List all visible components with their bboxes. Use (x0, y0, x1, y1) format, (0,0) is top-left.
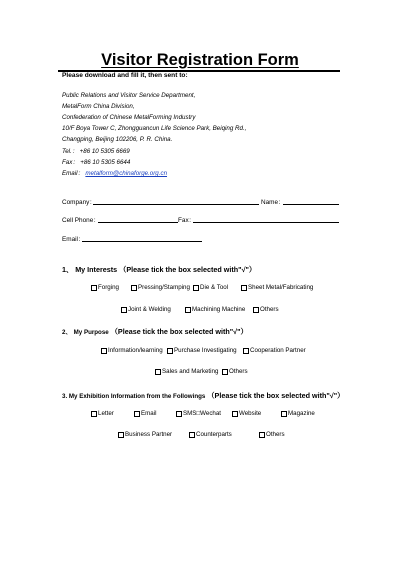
checkbox-icon (222, 369, 228, 375)
option-label: Purchase Investigating (174, 347, 237, 354)
checkbox-sms-wechat[interactable] (176, 410, 221, 417)
option-label: Magazine (288, 410, 315, 417)
address-email (62, 168, 167, 177)
checkbox-website[interactable] (232, 410, 261, 417)
cell-phone-field[interactable] (98, 222, 178, 223)
checkbox-information-learning[interactable] (101, 347, 163, 354)
email-link[interactable]: metalform@chinaforge.org.cn (85, 170, 168, 177)
section-label: My Purpose (73, 329, 109, 336)
checkbox-icon (118, 432, 124, 438)
checkbox-icon (176, 411, 182, 417)
checkbox-icon (91, 411, 97, 417)
fax-field[interactable] (193, 222, 339, 223)
address-line-1: Public Relations and Visitor Service Department, (62, 92, 196, 99)
checkbox-icon (185, 307, 191, 313)
checkbox-cooperation-partner[interactable] (243, 347, 306, 354)
address-email-label: Email： (62, 170, 84, 177)
checkbox-icon (101, 348, 107, 354)
checkbox-icon (193, 285, 199, 291)
checkbox-pressing-stamping[interactable] (131, 284, 190, 291)
section-purpose-heading (62, 327, 248, 337)
send-instructions: Please download and fill it, then sent to: (62, 72, 188, 79)
section-hint: （Please tick the box selected with"√"） (119, 265, 257, 274)
checkbox-icon (189, 432, 195, 438)
section-hint: （Please tick the box selected with"√"） (110, 327, 248, 336)
option-label: Information/learning (108, 347, 163, 354)
checkbox-forging[interactable] (91, 284, 119, 291)
option-label: Sheet Metal/Fabricating (248, 284, 314, 291)
section-number: 2、 (62, 329, 72, 336)
option-label: SMS□Wechat (183, 410, 222, 417)
option-label: Counterparts (196, 431, 232, 438)
checkbox-icon (131, 285, 137, 291)
section-label: My Interests (75, 265, 118, 274)
form-title: Visitor Registration Form (101, 51, 299, 69)
option-label: Sales and Marketing (162, 368, 219, 375)
checkbox-sales-marketing[interactable] (155, 368, 218, 375)
address-tel: Tel.： +86 10 5305 6669 (62, 148, 130, 155)
cell-phone-label: Cell Phone： (62, 217, 100, 224)
option-label: Business Partner (125, 431, 173, 438)
checkbox-icon (253, 307, 259, 313)
option-label: Die & Tool (200, 284, 229, 291)
checkbox-magazine[interactable] (281, 410, 315, 417)
section-number: 1、 (62, 265, 74, 274)
address-fax: Fax： +86 10 5305 6644 (62, 159, 131, 166)
fax-label: Fax： (178, 217, 196, 224)
checkbox-letter[interactable] (91, 410, 114, 417)
section-hint: （Please tick the box selected with"√"） (207, 391, 345, 400)
checkbox-icon (281, 411, 287, 417)
address-line-3: Confederation of Chinese MetalForming Industry (62, 114, 196, 121)
checkbox-joint-welding[interactable] (121, 306, 171, 313)
checkbox-icon (155, 369, 161, 375)
section-exhibition-heading (62, 391, 344, 401)
address-line-5: Changping, Beijing 102206, P. R. China. (62, 136, 173, 143)
checkbox-counterparts[interactable] (189, 431, 232, 438)
option-label: Website (239, 410, 262, 417)
address-line-4: 10/F Boya Tower C, Zhongguancun Life Science Park, Beiqing Rd., (62, 125, 247, 132)
checkbox-icon (91, 285, 97, 291)
company-field[interactable] (93, 204, 259, 205)
checkbox-icon (243, 348, 249, 354)
checkbox-business-partner[interactable] (118, 431, 172, 438)
section-label: 3. My Exhibition Information from the Followings (62, 393, 206, 400)
option-label: Letter (98, 410, 114, 417)
checkbox-icon (259, 432, 265, 438)
option-label: Pressing/Stamping (138, 284, 190, 291)
email-label: Email： (62, 236, 85, 243)
option-label: Email (141, 410, 157, 417)
name-label: Name： (261, 199, 285, 206)
option-label: Forging (98, 284, 119, 291)
company-label: Company： (62, 199, 96, 206)
option-label: Others (229, 368, 248, 375)
section-interests-heading (62, 265, 256, 275)
checkbox-exhibition-others[interactable] (259, 431, 285, 438)
name-field[interactable] (283, 204, 339, 205)
checkbox-email[interactable] (134, 410, 156, 417)
checkbox-icon (241, 285, 247, 291)
checkbox-icon (121, 307, 127, 313)
option-label: Machining Machine (192, 306, 246, 313)
checkbox-sheet-metal[interactable] (241, 284, 313, 291)
option-label: Cooperation Partner (250, 347, 306, 354)
checkbox-icon (134, 411, 140, 417)
checkbox-die-tool[interactable] (193, 284, 228, 291)
checkbox-purchase-investigating[interactable] (167, 347, 237, 354)
email-field[interactable] (82, 241, 202, 242)
checkbox-purpose-others[interactable] (222, 368, 248, 375)
checkbox-interests-others[interactable] (253, 306, 279, 313)
checkbox-icon (232, 411, 238, 417)
checkbox-icon (167, 348, 173, 354)
address-line-2: MetalForm China Division, (62, 103, 135, 110)
checkbox-machining-machine[interactable] (185, 306, 245, 313)
option-label: Others (260, 306, 279, 313)
option-label: Others (266, 431, 285, 438)
option-label: Joint & Welding (128, 306, 171, 313)
